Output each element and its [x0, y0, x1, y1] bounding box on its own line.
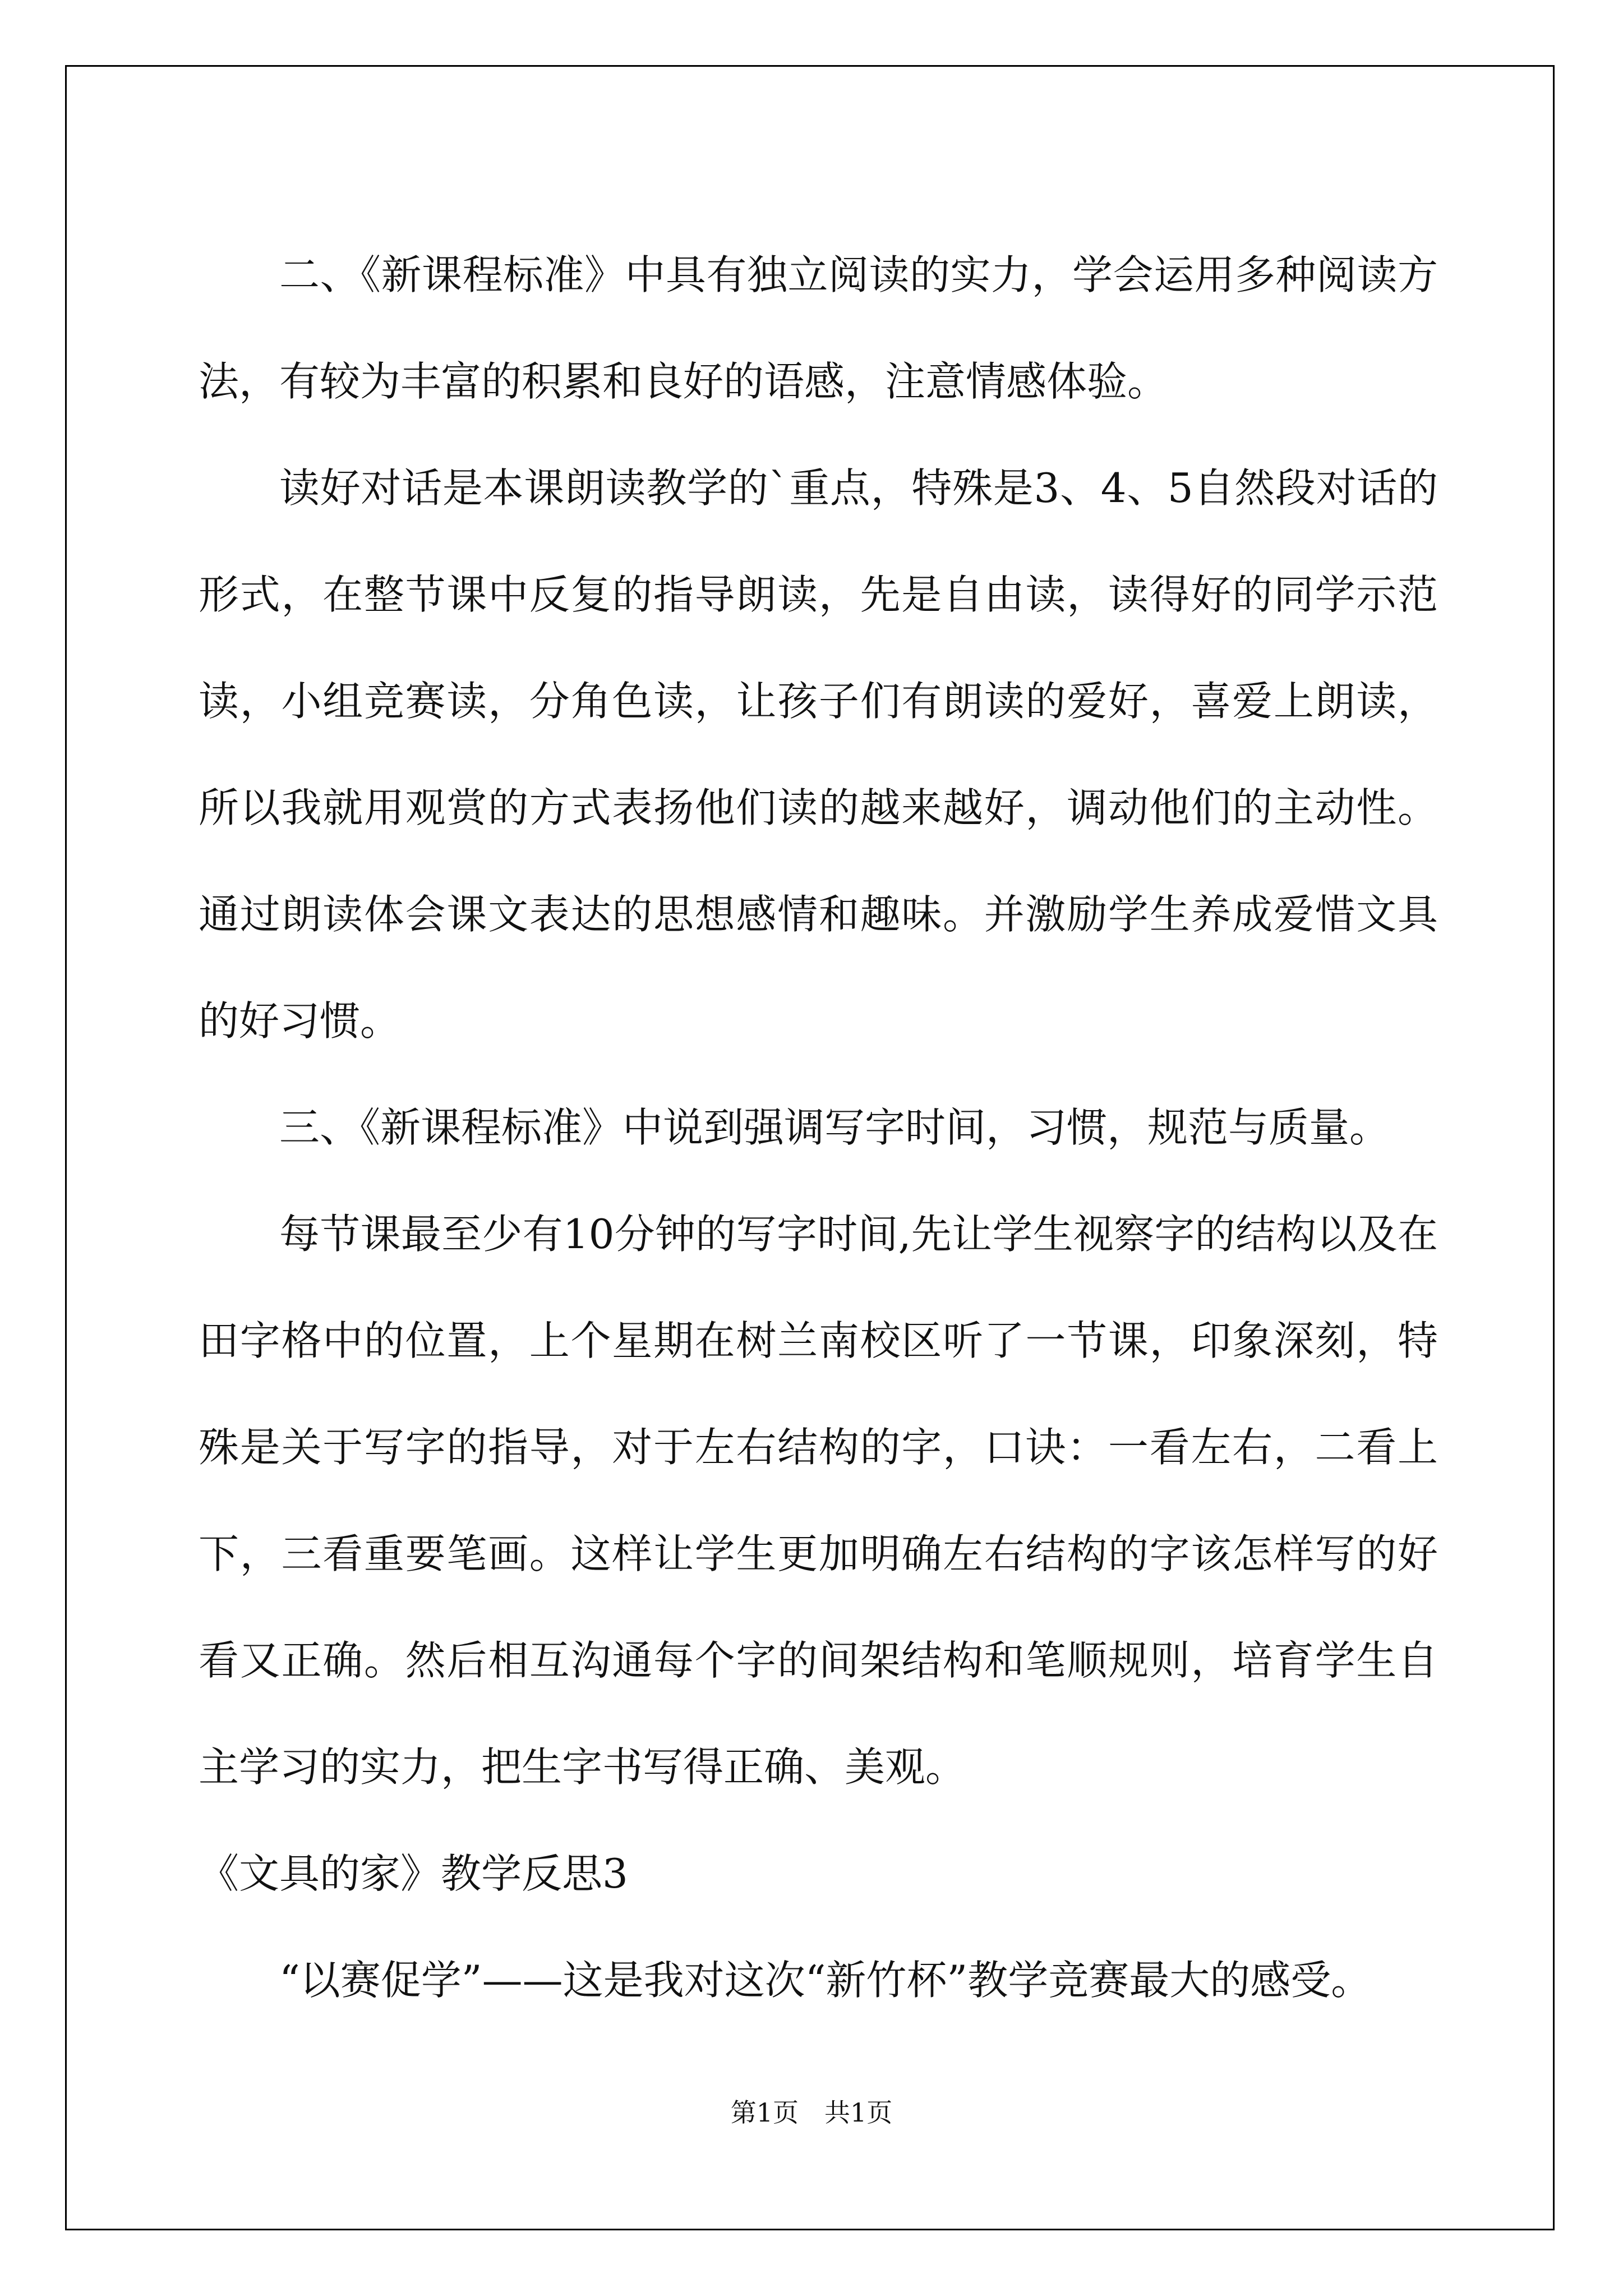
paragraph: 三、《新课程标准》中说到强调写字时间，习惯，规范与质量。	[279, 1104, 1390, 1151]
paragraph: 每节课最至少有10分钟的写字时间,先让学生视察字的结构以及在田字格中的位置，上个星期在树兰南校区听了一节课，印象深刻，特殊是关于写字的指导，对于左右结构的字，口诀：一看左右，二看上下，三看重要笔画。这样让学生更加明确左右结构的字该怎样写的好看又正确。然后相互沟通每个字的间架结构和笔顺规则，培育学生自主学习的实力，把生字书写得正确、美观。	[199, 1211, 1438, 1791]
section-heading: 《文具的家》教学反思3	[199, 1850, 628, 1897]
page-footer: 第1页 共1页	[730, 2097, 893, 2128]
document-body	[199, 222, 1438, 2033]
paragraph: 二、《新课程标准》中具有独立阅读的实力，学会运用多种阅读方法，有较为丰富的积累和良好的语感，注意情感体验。	[199, 251, 1438, 405]
paragraph: 读好对话是本课朗读教学的`重点，特殊是3、4、5自然段对话的形式，在整节课中反复的指导朗读，先是自由读，读得好的同学示范读，小组竞赛读，分角色读，让孩子们有朗读的爱好，喜爱上朗读，所以我就用观赏的方式表扬他们读的越来越好，调动他们的主动性。通过朗读体会课文表达的思想感情和趣味。并激励学生养成爱惜文具的好习惯。	[199, 464, 1438, 1045]
paragraph: “以赛促学”——这是我对这次“新竹杯”教学竞赛最大的感受。	[279, 1957, 1372, 2004]
